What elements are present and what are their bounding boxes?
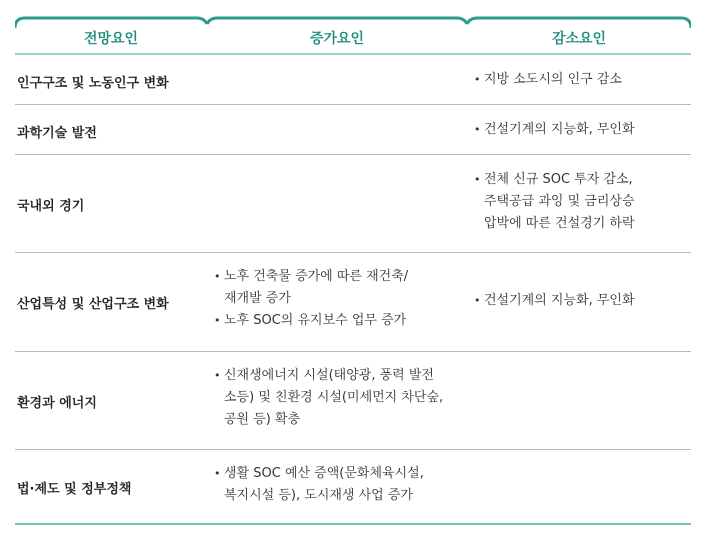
factor-label: 국내외 경기: [17, 199, 85, 214]
table-row: [15, 450, 691, 525]
table-row: [15, 352, 691, 450]
factor-table: [15, 14, 691, 503]
increase-item-continued: 소등) 및 친환경 시설(미세먼지 차단숲,: [224, 390, 444, 405]
table-row: [15, 56, 691, 105]
increase-item-continued: 재개발 증가: [224, 291, 291, 306]
factor-label: 환경과 에너지: [17, 396, 97, 411]
increase-cell: [214, 266, 469, 332]
increase-item: • 생활 SOC 예산 증액(문화체육시설,: [214, 463, 469, 485]
table-row: [15, 155, 691, 253]
decrease-cell: [474, 119, 688, 141]
factor-label: 과학기술 발전: [17, 126, 97, 141]
increase-item: • 노후 건축물 증가에 따른 재건축/: [214, 266, 469, 288]
increase-cell: [214, 365, 472, 431]
decrease-item-continued: 압박에 따른 건설경기 하락: [484, 216, 635, 231]
header-factor: 전망요인: [83, 31, 139, 47]
increase-item-continued: 복지시설 등), 도시재생 사업 증가: [224, 488, 413, 503]
header-decrease: 감소요인: [551, 31, 607, 47]
decrease-item: • 지방 소도시의 인구 감소: [474, 69, 688, 91]
decrease-cell: [474, 69, 688, 91]
increase-item: • 신재생에너지 시설(태양광, 풍력 발전: [214, 365, 472, 387]
factor-label: 산업특성 및 산업구조 변화: [17, 297, 169, 312]
increase-item: • 노후 SOC의 유지보수 업무 증가: [214, 310, 469, 332]
decrease-item: • 건설기계의 지능화, 무인화: [474, 290, 688, 312]
increase-cell: [214, 463, 469, 507]
table-row: [15, 105, 691, 155]
table-row: [15, 253, 691, 352]
factor-label: 법·제도 및 정부정책: [17, 482, 132, 497]
decrease-item: • 건설기계의 지능화, 무인화: [474, 119, 688, 141]
factor-label: 인구구조 및 노동인구 변화: [17, 76, 169, 91]
decrease-cell: [474, 169, 688, 235]
decrease-item: • 전체 신규 SOC 투자 감소,: [474, 169, 688, 191]
decrease-cell: [474, 290, 688, 312]
header-increase: 증가요인: [309, 31, 365, 47]
increase-item-continued: 공원 등) 확충: [224, 412, 301, 427]
decrease-item-continued: 주택공급 과잉 및 금리상승: [484, 194, 635, 209]
table-header: [15, 14, 691, 56]
